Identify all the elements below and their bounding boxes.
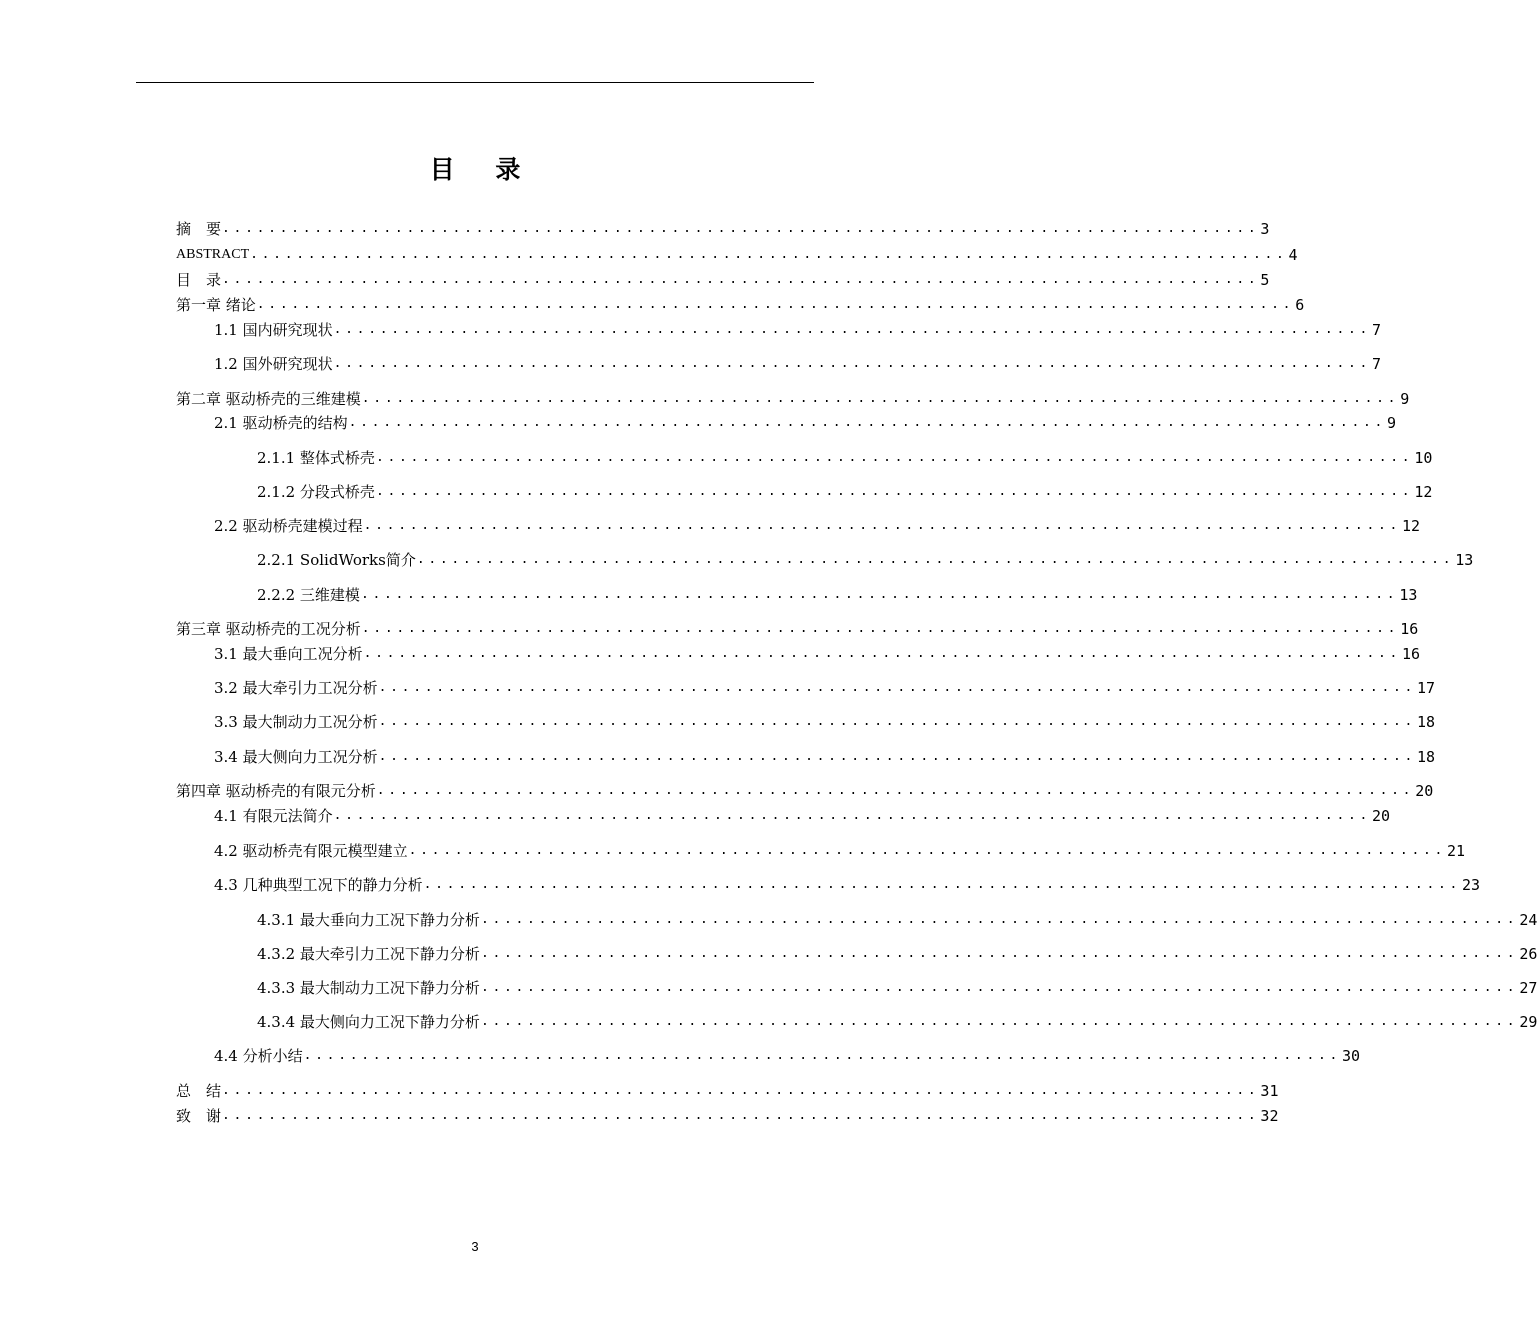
entry-label: 4.3.1 最大垂向力工况下静力分析: [257, 911, 480, 929]
entry-leader: ..........................................................................................: [378, 714, 1417, 729]
entry-page: 32: [1260, 1107, 1279, 1125]
entry-label: 3.3 最大制动力工况分析: [214, 713, 378, 731]
toc-entry-2-1-1[interactable]: [257, 443, 1433, 467]
entry-label: 4.3.3 最大制动力工况下静力分析: [257, 979, 480, 997]
toc-entry-4-4[interactable]: [214, 1041, 1361, 1065]
entry-label: 3.1 最大垂向工况分析: [214, 645, 363, 663]
toc-entry-3-2[interactable]: [214, 673, 1436, 697]
entry-page: 21: [1447, 842, 1466, 860]
toc-entry-4-3-3[interactable]: [257, 973, 1537, 997]
entry-label: 2.1 驱动桥壳的结构: [214, 414, 348, 432]
page-number: 3: [471, 1239, 479, 1254]
entry-page: 16: [1402, 645, 1421, 663]
entry-leader: ..........................................................................................: [222, 1108, 1260, 1123]
entry-label: 4.4 分析小结: [214, 1047, 303, 1065]
entry-label: 总 结: [176, 1082, 222, 1100]
toc-entry-4-3-2[interactable]: [257, 939, 1537, 963]
entry-page: 12: [1414, 483, 1433, 501]
entry-leader: ..........................................................................................: [333, 808, 1372, 823]
entry-label: 第四章 驱动桥壳的有限元分析: [176, 782, 376, 800]
entry-leader: ..........................................................................................: [480, 946, 1519, 961]
entry-leader: ..........................................................................................: [480, 980, 1519, 995]
toc-entry-2-2-1[interactable]: [257, 545, 1474, 569]
entry-page: 16: [1400, 620, 1419, 638]
entry-page: 13: [1455, 551, 1474, 569]
entry-page: 10: [1414, 449, 1433, 467]
toc-entry-2-1[interactable]: [214, 408, 1397, 432]
entry-label: ABSTRACT: [176, 247, 250, 262]
entry-label: 2.2 驱动桥壳建模过程: [214, 517, 363, 535]
entry-page: 4: [1288, 246, 1298, 264]
entry-label: 2.1.2 分段式桥壳: [257, 483, 375, 501]
entry-label: 1.1 国内研究现状: [214, 321, 333, 339]
entry-leader: ..........................................................................................: [375, 450, 1414, 465]
entry-label: 3.2 最大牵引力工况分析: [214, 679, 378, 697]
entry-page: 29: [1519, 1013, 1537, 1031]
entry-page: 6: [1295, 296, 1305, 314]
entry-leader: ..........................................................................................: [480, 1014, 1519, 1029]
entry-label: 4.3.4 最大侧向力工况下静力分析: [257, 1013, 480, 1031]
toc-entry-4-3-4[interactable]: [257, 1007, 1537, 1031]
entry-label: 第三章 驱动桥壳的工况分析: [176, 620, 361, 638]
entry-label: 1.2 国外研究现状: [214, 355, 333, 373]
entry-leader: ..........................................................................................: [378, 680, 1417, 695]
entry-page: 18: [1417, 713, 1436, 731]
entry-page: 12: [1402, 517, 1421, 535]
entry-leader: ..........................................................................................: [303, 1048, 1342, 1063]
entry-leader: ..........................................................................................: [333, 356, 1372, 371]
toc-entry-2-1-2[interactable]: [257, 477, 1433, 501]
entry-leader: ..........................................................................................: [360, 587, 1399, 602]
toc-entry-abstract-en[interactable]: [176, 240, 1298, 264]
toc-entry-chapter-4[interactable]: [176, 776, 1434, 800]
entry-leader: ..........................................................................................: [416, 552, 1455, 567]
entry-label: 4.1 有限元法简介: [214, 807, 333, 825]
toc-entry-3-4[interactable]: [214, 742, 1436, 766]
toc-title: 目 录: [429, 155, 537, 184]
entry-leader: ..........................................................................................: [333, 322, 1372, 337]
entry-label: 2.1.1 整体式桥壳: [257, 449, 375, 467]
toc-entry-acknowledgement[interactable]: [176, 1101, 1279, 1125]
toc-entry-4-3-1[interactable]: [257, 905, 1537, 929]
entry-page: 13: [1399, 586, 1418, 604]
entry-label: 4.2 驱动桥壳有限元模型建立: [214, 842, 408, 860]
entry-page: 20: [1415, 782, 1434, 800]
toc-entry-1-2[interactable]: [214, 349, 1382, 373]
toc-entry-3-1[interactable]: [214, 639, 1421, 663]
entry-leader: ..........................................................................................: [361, 621, 1400, 636]
entry-page: 24: [1519, 911, 1537, 929]
entry-page: 20: [1372, 807, 1391, 825]
entry-leader: ..........................................................................................: [250, 247, 1288, 262]
entry-label: 4.3.2 最大牵引力工况下静力分析: [257, 945, 480, 963]
entry-page: 27: [1519, 979, 1537, 997]
entry-leader: ..........................................................................................: [222, 1083, 1260, 1098]
toc-entry-conclusion[interactable]: [176, 1076, 1279, 1100]
entry-leader: ..........................................................................................: [363, 646, 1402, 661]
entry-label: 2.2.1 SolidWorks简介: [257, 551, 416, 569]
toc-entry-chapter-1[interactable]: [176, 290, 1305, 314]
entry-page: 9: [1387, 414, 1397, 432]
toc-entry-4-2[interactable]: [214, 836, 1466, 860]
toc-entry-3-3[interactable]: [214, 707, 1436, 731]
entry-leader: ..........................................................................................: [348, 415, 1387, 430]
entry-page: 18: [1417, 748, 1436, 766]
entry-leader: ..........................................................................................: [363, 518, 1402, 533]
entry-page: 5: [1260, 271, 1270, 289]
toc-entry-chapter-2[interactable]: [176, 384, 1410, 408]
toc-entry-4-3[interactable]: [214, 870, 1481, 894]
entry-label: 4.3 几种典型工况下的静力分析: [214, 876, 423, 894]
toc-entry-2-2[interactable]: [214, 511, 1421, 535]
entry-label: 2.2.2 三维建模: [257, 586, 360, 604]
entry-page: 30: [1342, 1047, 1361, 1065]
entry-label: 第一章 绪论: [176, 296, 256, 314]
entry-label: 3.4 最大侧向力工况分析: [214, 748, 378, 766]
toc-entry-contents[interactable]: [176, 265, 1270, 289]
entry-page: 17: [1417, 679, 1436, 697]
entry-leader: ..........................................................................................: [423, 877, 1462, 892]
entry-leader: ..........................................................................................: [480, 912, 1519, 927]
entry-page: 23: [1462, 876, 1481, 894]
entry-leader: ..........................................................................................: [222, 272, 1260, 287]
entry-page: 3: [1260, 220, 1270, 238]
toc-entry-2-2-2[interactable]: [257, 580, 1418, 604]
entry-label: 第二章 驱动桥壳的三维建模: [176, 390, 361, 408]
toc-entry-chapter-3[interactable]: [176, 614, 1419, 638]
entry-page: 7: [1372, 321, 1382, 339]
entry-page: 7: [1372, 355, 1382, 373]
entry-leader: ..........................................................................................: [376, 783, 1415, 798]
entry-page: 31: [1260, 1082, 1279, 1100]
toc-entry-1-1[interactable]: [214, 315, 1382, 339]
entry-label: 目 录: [176, 271, 222, 289]
entry-leader: ..........................................................................................: [256, 297, 1295, 312]
entry-leader: ..........................................................................................: [408, 843, 1447, 858]
toc-entry-4-1[interactable]: [214, 801, 1391, 825]
entry-page: 9: [1400, 390, 1410, 408]
entry-leader: ..........................................................................................: [222, 221, 1260, 236]
entry-leader: ..........................................................................................: [375, 484, 1414, 499]
entry-label: 致 谢: [176, 1107, 222, 1125]
entry-label: 摘 要: [176, 220, 222, 238]
entry-leader: ..........................................................................................: [361, 391, 1400, 406]
entry-leader: ..........................................................................................: [378, 749, 1417, 764]
toc-entry-abstract-cn[interactable]: [176, 214, 1270, 238]
entry-page: 26: [1519, 945, 1537, 963]
